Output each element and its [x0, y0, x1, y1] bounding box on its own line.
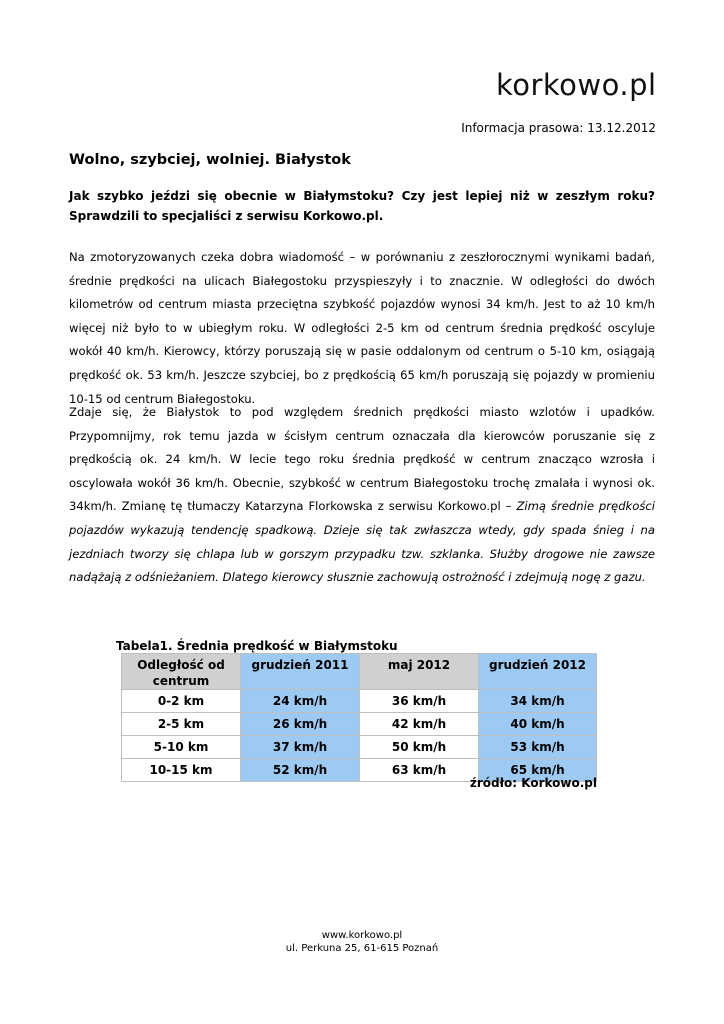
paragraph-2-quote: Zimą średnie prędkości pojazdów wykazują tendencję spadkową. Dzieje się tak zwłaszcza wtedy, gdy spada śnieg i na jezdniach tworzy się chlapa lub w gorszym przypadku tzw. szklanka. Służby drogowe nie zawsze nadążają z odśnieżaniem. Dlatego kierowcy słusznie zachowują ostrożność i zdejmują nogę z gazu. [69, 499, 655, 585]
table-cell: 37 km/h [241, 736, 360, 759]
table-cell: 34 km/h [479, 690, 597, 713]
page-title: Wolno, szybciej, wolniej. Białystok [69, 152, 351, 168]
body-paragraph-2 [69, 401, 655, 590]
table-cell: 53 km/h [479, 736, 597, 759]
korkowo-logo: korkowo.pl [496, 68, 657, 102]
table-cell: 40 km/h [479, 713, 597, 736]
table-header-row [122, 654, 597, 690]
table-cell: 0-2 km [122, 690, 241, 713]
paragraph-2-text: Zdaje się, że Białystok to pod względem średnich prędkości miasto wzlotów i upadków. Przypomnijmy, rok temu jazda w ścisłym centrum oznaczała dla kierowców poruszanie się z prędkością ok. 24 km/h. W lecie tego roku średnia prędkość w centrum znacząco wzrosła i oscylowała wokół 36 km/h. Obecnie, szybkość w centrum Białegostoku trochę zmalała i wynosi ok. 34km/h. Zmianę tę tłumaczy Katarzyna Florkowska z serwisu Korkowo.pl – [69, 405, 655, 514]
table-cell: 65 km/h [479, 759, 597, 782]
table-cell: 36 km/h [360, 690, 479, 713]
table-caption: Tabela1. Średnia prędkość w Białymstoku [116, 639, 398, 653]
header-dec-2012: grudzień 2012 [479, 654, 597, 690]
table-row [122, 713, 597, 736]
table-cell: 2-5 km [122, 713, 241, 736]
footer-website: www.korkowo.pl [321, 930, 403, 941]
speed-table [121, 653, 597, 782]
header-dec-2011: grudzień 2011 [241, 654, 360, 690]
table-cell: 5-10 km [122, 736, 241, 759]
table-row [122, 690, 597, 713]
header-may-2012: maj 2012 [360, 654, 479, 690]
table-source: źródło: Korkowo.pl [469, 776, 597, 790]
footer-address: ul. Perkuna 25, 61-615 Poznań [285, 943, 439, 954]
table-row [122, 736, 597, 759]
table-cell: 10-15 km [122, 759, 241, 782]
table-cell: 52 km/h [241, 759, 360, 782]
press-release-date: Informacja prasowa: 13.12.2012 [461, 121, 656, 135]
table-cell: 63 km/h [360, 759, 479, 782]
header-distance: Odległość od centrum [122, 654, 241, 690]
table-cell: 24 km/h [241, 690, 360, 713]
lead-paragraph: Jak szybko jeździ się obecnie w Białymstoku? Czy jest lepiej niż w zeszłym roku? Sprawdzili to specjaliści z serwisu Korkowo.pl. [69, 189, 655, 223]
body-paragraph-1: Na zmotoryzowanych czeka dobra wiadomość – w porównaniu z zeszłorocznymi wynikami badań, średnie prędkości na ulicach Białegostoku przyspieszyły i to znacznie. W odległości do dwóch kilometrów od centrum miasta przeciętna szybkość pojazdów wynosi 34 km/h. Jest to aż 10 km/h więcej niż było to w ubiegłym roku. W odległości 2-5 km od centrum średnia prędkość oscyluje wokół 40 km/h. Kierowcy, którzy poruszają się w pasie oddalonym od centrum o 5-10 km, osiągają prędkość ok. 53 km/h. Jeszcze szybciej, bo z prędkością 65 km/h poruszają się pojazdy w promieniu 10-15 od centrum Białegostoku. [69, 250, 655, 406]
table-cell: 50 km/h [360, 736, 479, 759]
table-cell: 26 km/h [241, 713, 360, 736]
table-cell: 42 km/h [360, 713, 479, 736]
